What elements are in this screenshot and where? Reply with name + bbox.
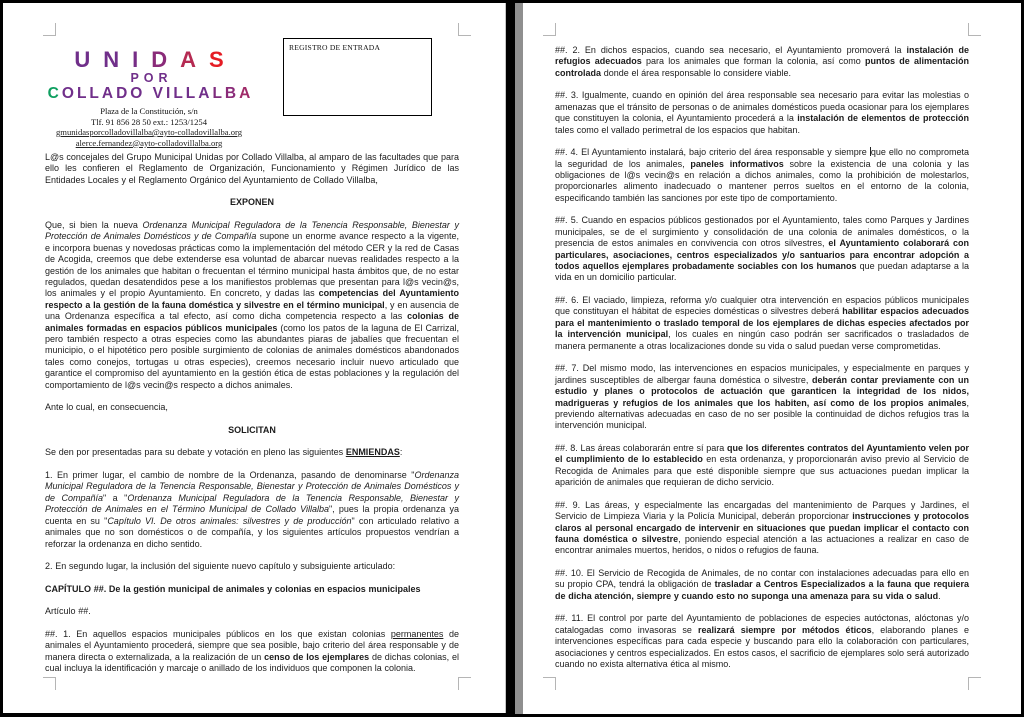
phone-line: Tlf. 91 856 28 50 ext.: 1253/1254 (90, 116, 207, 127)
logo-letter (145, 85, 152, 102)
articulo-10: ##. 10. El Servicio de Recogida de Animales, de no contar con instalaciones adecuadas para ello en su propio CPA, tendrá la obligación de trasladar a Centros Especializados a la fauna que requiera de dicha atención, siempre y cuando esto no suponga una amenaza para su vida o salud. (555, 567, 969, 601)
articulo-11: ##. 11. El control por parte del Ayuntamiento de poblaciones de especies autóctonas, alóctonas y/o catalogadas como invasoras se realizará siempre por métodos éticos, elaborando planes e intervenciones específicas para cada especie y buscando para ello la colaboración con particulares, asociaciones y centros especializados. En estos casos, el sacrificio de ejemplares solo será autorizado cuando no exista alternativa ética al mismo. (555, 613, 969, 669)
logo-letter: A (239, 85, 254, 102)
logo-letter: I (166, 85, 174, 102)
logo-letter: A (101, 85, 117, 102)
party-logo (23, 48, 275, 148)
solicitan-intro: Se den por presentadas para su debate y votación en pleno las siguientes ENMIENDAS: (45, 447, 403, 458)
address-line: Plaza de la Constitución, s/n (100, 106, 198, 116)
logo-letter: L (173, 85, 186, 102)
crop-mark-left-top-left (43, 23, 56, 36)
logo-letter: V (152, 85, 166, 102)
crop-mark-left-top-right (458, 23, 471, 36)
crop-mark-right-bottom-left (543, 677, 556, 690)
articulo-label: Artículo ##. (45, 606, 91, 617)
articulo-1: ##. 1. En aquellos espacios municipales públicos en los que existan colonias permanentes de animales el Ayuntamiento procederá, siempre que sea posible, bajo criterio del área responsable y de manera directa o externalizada, a la realización de un censo de los ejemplares de dichas colonias, el cual incluya la identificación y marcaje o anillado de los individuos que componen la colonia. (45, 628, 460, 674)
logo-letter: U (74, 47, 104, 72)
logo-letter: A (180, 47, 209, 72)
right-page-text (555, 45, 969, 682)
articulo-4: ##. 4. El Ayuntamiento instalará, bajo criterio del área responsable y siempre que ello no comprometa la seguridad de los animales, paneles informativos sobre la existencia de una colonia y las obligaciones de l@s vecin@s en relación a dichos animales, como la prohibición de molestarlos, proporcionarles alimento inadecuado o mantener perros sueltos en el entorno de la colonia, especificando también las sanciones por este tipo de comportamiento. (555, 147, 969, 203)
logo-letter: B (224, 85, 240, 102)
crop-mark-left-bottom-right (458, 677, 471, 690)
email-link-group[interactable]: gmunidasporcolladovillalba@ayto-colladovillalba.org (55, 127, 243, 137)
capitulo-heading: CAPÍTULO ##. De la gestión municipal de animales y colonias en espacios municipales (45, 583, 421, 594)
email-link-personal[interactable]: alerce.fernandez@ayto-colladovillalba.org (75, 137, 223, 148)
crop-mark-left-bottom-left (43, 677, 56, 690)
articulo-7: ##. 7. Del mismo modo, las intervenciones en espacios municipales, y especialmente en parques y jardines susceptibles de albergar fauna doméstica o silvestre, deberán contar previamente con un estudio y planes o protocolos de actuación que garanticen la integridad de los nidos, madrigueras y refugios de los animales que los habiten, así como de los propios animales, previendo alternativas adecuadas en caso de no ser posible la continuidad de dichos refugios tras la intervención municipal. (555, 363, 969, 431)
registro-de-entrada-box (283, 38, 432, 116)
articulo-2: ##. 2. En dichos espacios, cuando sea necesario, el Ayuntamiento promoverá la instalación de refugios adecuados para los animales que forman la colonia, así como puntos de alimentación controlada donde el área responsable lo considere viable. (555, 45, 970, 78)
address-block (23, 106, 275, 148)
enmienda-1: 1. En primer lugar, el cambio de nombre de la Ordenanza, pasando de denominarse "Ordenanza Municipal Reguladora de la Tenencia Responsable, Bienestar y Protección de Animales Domésticos y de Compañía" a "Ordenanza Municipal Reguladora de la Tenencia Responsable, Bienestar y Protección de Animales en el Término Municipal de Collado Villalba", pues la propia ordenanza ya cuenta en su "Capítulo VI. De otros animales: silvestres y de producción" con articulado relativo a animales que no son domésticos o de compañía, y los siguientes artículos propuestos vendrían a reforzar la ordenanza en dicho sentido. (45, 470, 459, 549)
crop-mark-right-bottom-right (968, 677, 981, 690)
logo-letter: L (185, 85, 199, 102)
logo-city-collado-villalba (26, 85, 275, 102)
logo-letter: N (103, 47, 133, 72)
logo-letter: C (47, 85, 62, 102)
articulo-6: ##. 6. El vaciado, limpieza, reforma y/o cualquier otra intervención en espacios públicos municipales que constituyan el hábitat de especies domésticas o silvestres deberá habilitar espacios adecuados para el mantenimiento o traslado temporal de los ejemplares de dichas especies afectados por la intervención municipal, los cuales en ningún caso podrán ser sacrificados o trasladados de manera permanente a otras localizaciones donde su vida o salud puedan verse comprometidas. (555, 295, 969, 351)
exponen-heading: EXPONEN (229, 197, 274, 208)
page-left[interactable] (3, 3, 506, 713)
logo-letter: D (151, 47, 181, 72)
crop-mark-right-top-left (543, 23, 556, 36)
logo-letter: L (89, 85, 102, 102)
logo-title-unidas (36, 48, 275, 72)
logo-letter: O (61, 85, 77, 102)
exponen-body: Que, si bien la nueva Ordenanza Municipal Reguladora de la Tenencia Responsable, Bienestar y Protección de Animales Domésticos y de Compañía supone un enorme avance respecto a la vigente, e incorpora buenas y novedosas prácticas como la implementación del método CER y la red de Casas de Acogida, creemos que debe extenderse esa voluntad de abarcar nuevas realidades respecto a la gestión de los animales que habitan o frecuentan el término municipal hasta ámbitos que, de no estar regulados, quedan desatendidos pese a los manifiestos problemas que presentan para l@s vecin@s, los animales y el propio Ayuntamiento. En concreto, y dadas las competencias del Ayuntamiento respecto a la gestión de la fauna doméstica y silvestre en el término municipal, y en ausencia de una Ordenanza específica a tal efecto, así como dicha competencia respecto a las colonias de animales formadas en espacios públicos municipales (como los patos de la laguna de El Carrizal, pero también respecto a otras especies como las abundantes piaras de jabalíes que frecuentan el municipio, o el hipotético pero posible surgimiento de colonias de animales domésticos abandonados tales como conejos, tortugas u otras especies), creemos necesario incluir nuevo articulado que garantice el compromiso del ayuntamiento en la gestión ética de estas poblaciones y la regulación del comportamiento de l@s vecin@s respecto a dichos animales. (45, 220, 460, 390)
articulo-8: ##. 8. Las áreas colaborarán entre sí para que los diferentes contratos del Ayuntamiento velen por el cumplimiento de lo establecido en esta ordenanza, y proporcionarán aviso previo al Servicio de Recogida de Animales para que esté disponible siempre que sus actuaciones puedan implicar la aparición de animales que requieran de dicho servicio. (555, 442, 969, 488)
registro-de-entrada-label: REGISTRO DE ENTRADA (289, 43, 381, 52)
page-gap (515, 3, 523, 714)
articulo-5: ##. 5. Cuando en espacios públicos gestionados por el Ayuntamiento, tales como Parques y Jardines municipales, se de el surgimiento y consolidación de una colonia de animales domésticos, o la presencia de estos animales en convivencia con otros silvestres, el Ayuntamiento colaborará con particulares, asociaciones, centros especializados y/o santuarios para encontrar adopción a todos aquellos ejemplares probadamente sociables con los humanos que puedan adaptarse a la vida en un domicilio particular. (555, 215, 970, 283)
logo-letter: S (209, 47, 237, 72)
solicitan-heading: SOLICITAN (228, 424, 276, 435)
enmienda-2: 2. En segundo lugar, la inclusión del siguiente nuevo capítulo y subsiguiente articulado: (45, 561, 396, 572)
logo-letter: L (76, 85, 90, 102)
left-page-text (45, 152, 459, 686)
intro-paragraph: L@s concejales del Grupo Municipal Unidas por Collado Villalba, al amparo de las facultades que para ello les confieren el Reglamento de Organización, Funcionamiento y Régimen Jurídico de las Entidades Locales y el Reglamento Orgánico del Ayuntamiento de Collado Villalba, (45, 152, 459, 185)
ante-lo-cual: Ante lo cual, en consecuencia, (45, 402, 168, 413)
articulo-3: ##. 3. Igualmente, cuando en opinión del área responsable sea necesario para evitar las molestias o amenazas que el tránsito de personas o de animales domésticos pueda ocasionar para los ejemplares que constituyen la colonia, el Ayuntamiento procederá a la instalación de elementos de protección tales como el vallado perimetral de los espacios que habitan. (555, 90, 969, 135)
logo-letter: A (198, 85, 213, 102)
logo-letter: L (212, 85, 225, 102)
page-right[interactable] (523, 3, 1021, 714)
crop-mark-right-top-right (968, 23, 981, 36)
articulo-9: ##. 9. Las áreas, y especialmente las encargadas del mantenimiento de Parques y Jardines, el Servicio de Limpieza Viaria y la Policía Municipal, deberán proporcionar instrucciones y protocolos claros al personal encargado de intervenir en situaciones que puedan implicar el contacto con fauna doméstica o silvestre, poniendo especial atención a las actuaciones a realizar en caso de encontrar animales muertos, heridos, o nidos o refugios de fauna. (555, 499, 969, 556)
logo-letter: O (130, 85, 146, 102)
logo-letter: D (116, 85, 131, 102)
logo-subtitle-por: POR (130, 71, 173, 85)
logo-letter: I (132, 47, 152, 72)
